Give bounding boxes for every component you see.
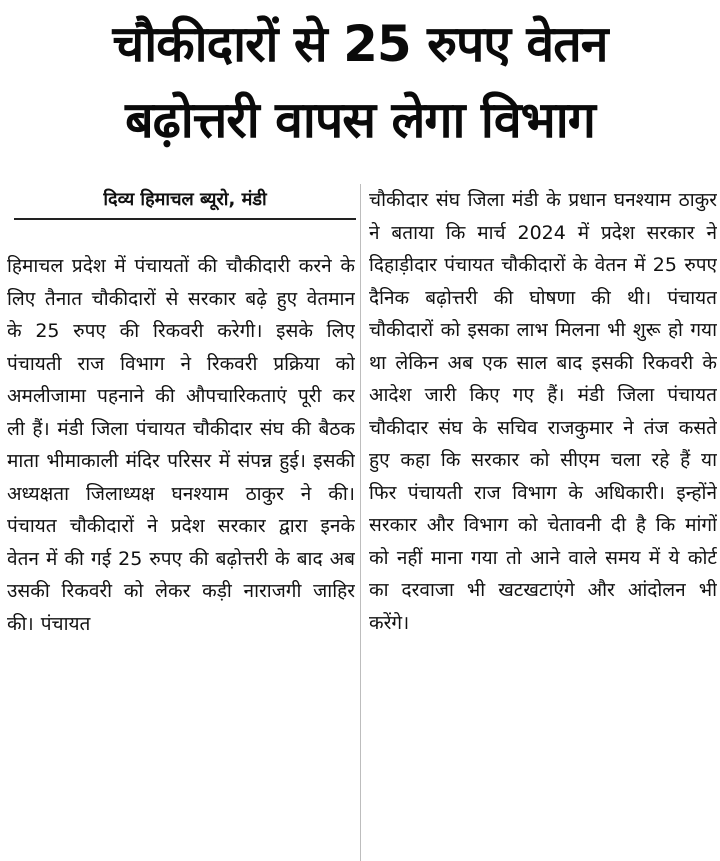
column-divider [360,184,361,861]
headline [0,6,720,158]
headline-line-1: चौकीदारों से 25 रुपए वेतन [112,15,608,73]
article-column-left: हिमाचल प्रदेश में पंचायतों की चौकीदारी करने के लिए तैनात चौकीदारों से सरकार बढ़े हुए वेतमान के 25 रुपए की रिकवरी करेगी। इसके लिए पंचायती राज विभाग ने रिकवरी प्रक्रिया को अमलीजामा पहनाने की औपचारिकताएं पूरी कर ली हैं। मंडी जिला पंचायत चौकीदार संघ की बैठक माता भीमाकाली मंदिर परिसर में संपन्न हुई। इसकी अध्यक्षता जिलाध्यक्ष घनश्याम ठाकुर ने की। पंचायत चौकीदारों ने प्रदेश सरकार द्वारा इनके वेतन में की गई 25 रुपए की बढ़ोत्तरी के बाद अब उसकी रिकवरी को लेकर कड़ी नाराजगी जाहिर की। पंचायत [7,255,355,635]
byline-rule [14,218,356,220]
byline: दिव्य हिमाचल ब्यूरो, मंडी [103,189,267,210]
headline-line-2: बढ़ोत्तरी वापस लेगा विभाग [125,91,595,149]
article-column-right: चौकीदार संघ जिला मंडी के प्रधान घनश्याम ठाकुर ने बताया कि मार्च 2024 में प्रदेश सरकार ने दिहाड़ीदार पंचायत चौकीदारों के वेतन में 25 रुपए दैनिक बढ़ोत्तरी की घोषणा की थी। पंचायत चौकीदारों को इसका लाभ मिलना भी शुरू हो गया था लेकिन अब एक साल बाद इसकी रिकवरी के आदेश जारी किए गए हैं। मंडी जिला पंचायत चौकीदार संघ के सचिव राजकुमार ने तंज कसते हुए कहा कि सरकार को सीएम चला रहे हैं या फिर पंचायती राज विभाग के अधिकारी। इन्होंने सरकार और विभाग को चेतावनी दी है कि मांगों को नहीं माना गया तो आने वाले समय में ये कोर्ट का दरवाजा भी खटखटाएंगे और आंदोलन भी करेंगे। [369,189,717,634]
